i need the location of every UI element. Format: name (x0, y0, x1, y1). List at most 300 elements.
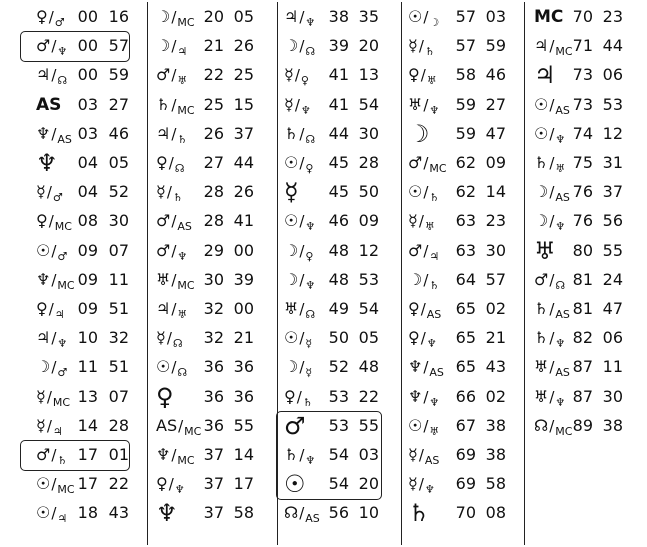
degrees-value: 18 (77, 503, 98, 523)
degrees-value: 48 (328, 269, 349, 289)
second-factor: ☊ (305, 45, 316, 59)
midpoint-symbol (534, 93, 570, 117)
first-factor: ☿ (284, 65, 294, 85)
first-factor: ☿ (36, 415, 46, 435)
minutes-value: 39 (233, 269, 254, 289)
slash: / (418, 475, 424, 494)
slash: / (168, 154, 174, 172)
minutes-value: 12 (602, 123, 623, 143)
second-factor: ♄ (57, 454, 68, 467)
degrees-value: 11 (77, 357, 98, 377)
slash: / (299, 504, 305, 523)
slash: / (51, 270, 57, 289)
second-factor: AS (57, 132, 72, 146)
degrees-value: 70 (572, 7, 593, 26)
degrees-value: 37 (203, 474, 224, 494)
second-factor: ♆ (555, 395, 566, 409)
minutes-value: 23 (485, 211, 506, 231)
slash: / (171, 241, 177, 260)
minutes-value: 36 (233, 357, 254, 377)
first-factor: ☽ (284, 240, 299, 260)
minutes-value: 11 (602, 357, 623, 377)
highlight-box (276, 411, 382, 501)
minutes-value: 37 (233, 123, 254, 143)
slash: / (46, 387, 52, 406)
first-factor: ☉ (36, 474, 51, 494)
second-factor: ♃ (54, 308, 65, 321)
second-factor: ♆ (300, 103, 311, 117)
second-factor: ♀ (300, 74, 309, 88)
midpoint-symbol (534, 122, 565, 146)
first-factor: ☿ (36, 182, 46, 202)
minutes-value: 21 (485, 328, 506, 348)
first-factor: ♄ (534, 328, 549, 348)
minutes-value: 53 (358, 269, 379, 289)
minutes-value: 03 (485, 7, 506, 26)
minutes-value: 47 (485, 123, 506, 143)
first-factor: ♂ (408, 153, 423, 172)
slash: / (549, 154, 555, 172)
minutes-value: 05 (233, 7, 254, 26)
minutes-value: 23 (602, 7, 623, 26)
minutes-value: 38 (485, 445, 506, 464)
slash: / (299, 124, 305, 143)
degrees-value: 17 (77, 445, 98, 464)
second-factor: ☊ (305, 132, 316, 146)
minutes-value: 30 (108, 211, 129, 231)
first-factor: ☿ (156, 182, 166, 202)
second-factor: MC (57, 483, 75, 497)
first-factor: ♀ (156, 153, 168, 172)
first-factor: ♆ (408, 357, 423, 377)
first-factor: ♃ (284, 7, 299, 26)
first-factor: ♃ (36, 328, 51, 348)
first-factor: ♀ (284, 386, 296, 406)
minutes-value: 14 (485, 182, 506, 202)
degrees-value: 69 (455, 474, 476, 494)
degrees-value: 41 (328, 65, 349, 85)
second-factor: ♆ (305, 220, 316, 234)
slash: / (299, 241, 305, 260)
degrees-value: 00 (77, 65, 98, 85)
minutes-value: 56 (602, 211, 623, 231)
slash: / (423, 8, 429, 26)
degrees-value: 57 (455, 36, 476, 56)
second-factor: AS (555, 103, 570, 117)
degrees-value: 87 (572, 357, 593, 377)
slash: / (294, 95, 300, 114)
second-factor: AS (426, 308, 442, 321)
first-factor: ♂ (36, 445, 51, 464)
degrees-value: 03 (77, 123, 98, 143)
first-factor: ♄ (156, 94, 171, 114)
degrees-value: 65 (455, 357, 476, 377)
second-factor: ♂ (54, 16, 65, 29)
minutes-value: 51 (108, 299, 129, 318)
minutes-value: 05 (358, 328, 379, 348)
second-factor: ♆ (57, 45, 68, 59)
first-factor: ☽ (156, 36, 171, 56)
slash: / (171, 95, 177, 114)
degrees-value: 76 (572, 182, 593, 202)
second-factor: ♂ (52, 191, 63, 205)
degrees-value: 69 (455, 445, 476, 464)
second-factor: MC (177, 16, 195, 29)
first-factor: ☿ (284, 94, 294, 114)
slash: / (423, 154, 429, 172)
midpoint-row (0, 355, 647, 379)
second-factor: MC (52, 395, 71, 409)
minutes-value: 55 (233, 415, 254, 435)
slash: / (46, 416, 52, 435)
first-factor: ♅ (284, 299, 299, 318)
first-factor: ♀ (408, 65, 420, 85)
degrees-value: 14 (77, 415, 98, 435)
second-factor: ♆ (429, 103, 440, 117)
degrees-value: 36 (203, 386, 224, 406)
degrees-value: 37 (203, 445, 224, 464)
midpoint-symbol: ☉ (284, 470, 306, 499)
midpoint-symbol: ♃ (534, 61, 556, 90)
slash: / (549, 212, 555, 231)
degrees-value: 82 (572, 328, 593, 348)
midpoint-symbol (534, 268, 565, 292)
midpoint-row (0, 5, 647, 29)
minutes-value: 06 (602, 65, 623, 85)
second-factor: ♆ (424, 483, 435, 497)
minutes-value: 08 (485, 503, 506, 523)
minutes-value: 30 (358, 123, 379, 143)
minutes-value: 57 (485, 269, 506, 289)
slash: / (299, 329, 305, 348)
first-factor: ♄ (284, 123, 299, 143)
degrees-value: 64 (455, 269, 476, 289)
slash: / (418, 212, 424, 231)
minutes-value: 58 (233, 503, 254, 523)
second-factor: AS (424, 454, 440, 467)
slash: / (418, 446, 424, 464)
slash: / (549, 416, 555, 435)
degrees-value: 22 (203, 65, 224, 85)
second-factor: ♃ (57, 512, 68, 526)
midpoint-symbol: ♂ (284, 411, 306, 440)
slash: / (423, 416, 429, 435)
second-factor: ♃ (177, 45, 188, 59)
slash: / (549, 95, 555, 114)
slash: / (549, 124, 555, 143)
degrees-value: 59 (455, 123, 476, 143)
minutes-value: 38 (485, 415, 506, 435)
first-factor: ☿ (408, 474, 418, 494)
slash: / (549, 300, 555, 318)
slash: / (423, 387, 429, 406)
minutes-value: 09 (358, 211, 379, 231)
minutes-value: 11 (108, 269, 129, 289)
minutes-value: 59 (485, 36, 506, 56)
degrees-value: 46 (328, 211, 349, 231)
degrees-value: 73 (572, 94, 593, 114)
first-factor: ☽ (284, 357, 299, 377)
degrees-value: 76 (572, 211, 593, 231)
midpoint-row (0, 326, 647, 350)
degrees-value: 28 (203, 182, 224, 202)
slash: / (171, 358, 177, 377)
minutes-value: 02 (485, 386, 506, 406)
degrees-value: 73 (572, 65, 593, 85)
first-factor: AS (156, 415, 178, 435)
slash: / (420, 300, 426, 318)
first-factor: ☽ (284, 36, 299, 56)
second-factor: ♅ (424, 220, 435, 234)
second-factor: MC (184, 424, 202, 438)
degrees-value: 65 (455, 328, 476, 348)
second-factor: AS (429, 366, 444, 380)
first-factor: ☉ (408, 415, 423, 435)
highlight-box (20, 440, 130, 471)
degrees-value: 45 (328, 182, 349, 202)
first-factor: ☽ (534, 211, 549, 231)
first-factor: ♄ (284, 445, 299, 464)
second-factor: ☽ (429, 16, 440, 29)
minutes-value: 53 (602, 94, 623, 114)
first-factor: ☊ (534, 415, 549, 435)
first-factor: ♀ (156, 474, 168, 494)
slash: / (171, 37, 177, 56)
minutes-value: 43 (485, 357, 506, 377)
second-factor: ☊ (172, 337, 183, 351)
midpoint-symbol: ♆ (156, 499, 178, 528)
minutes-value: 43 (108, 503, 129, 523)
second-factor: ☿ (305, 337, 313, 351)
midpoint-symbol (534, 326, 565, 350)
second-factor: ♆ (57, 337, 68, 351)
first-factor: ☽ (534, 182, 549, 202)
minutes-value: 35 (358, 7, 379, 26)
first-factor: ♀ (36, 211, 48, 231)
minutes-value: 52 (108, 182, 129, 202)
slash: / (48, 212, 54, 231)
first-factor: ♀ (408, 299, 420, 318)
highlight-box (20, 31, 130, 62)
slash: / (178, 416, 184, 435)
second-factor: ♄ (429, 191, 440, 205)
midpoint-symbol: ☿ (284, 178, 299, 207)
first-factor: ♅ (408, 94, 423, 114)
midpoint-row (0, 236, 647, 265)
slash: / (420, 66, 426, 85)
degrees-value: 09 (77, 240, 98, 260)
degrees-value: 80 (572, 240, 593, 260)
midpoint-symbol (534, 151, 565, 175)
degrees-value: 71 (572, 36, 593, 56)
slash: / (171, 270, 177, 289)
slash: / (423, 270, 429, 289)
slash: / (294, 66, 300, 85)
minutes-value: 27 (108, 94, 129, 114)
midpoint-symbol: ♄ (408, 499, 430, 528)
second-factor: ☊ (305, 308, 316, 321)
minutes-value: 46 (485, 65, 506, 85)
second-factor: ♆ (555, 337, 566, 351)
degrees-value: 57 (455, 7, 476, 26)
first-factor: ☉ (534, 123, 549, 143)
second-factor: MC (177, 454, 195, 467)
midpoint-row (0, 178, 647, 207)
minutes-value: 14 (233, 445, 254, 464)
degrees-value: 50 (328, 328, 349, 348)
first-factor: ☉ (36, 240, 51, 260)
degrees-value: 41 (328, 94, 349, 114)
degrees-value: 37 (203, 503, 224, 523)
minutes-value: 30 (485, 240, 506, 260)
second-factor: MC (54, 220, 72, 234)
first-factor: ☿ (408, 211, 418, 231)
minutes-value: 22 (358, 386, 379, 406)
degrees-value: 29 (203, 240, 224, 260)
slash: / (299, 300, 305, 318)
second-factor: MC (177, 278, 195, 292)
minutes-value: 13 (358, 65, 379, 85)
degrees-value: 63 (455, 211, 476, 231)
midpoint-symbol: AS (36, 94, 62, 115)
second-factor: ☊ (57, 74, 68, 88)
minutes-value: 01 (108, 445, 129, 464)
midpoint-row (0, 61, 647, 90)
minutes-value: 07 (108, 240, 129, 260)
slash: / (549, 270, 555, 289)
degrees-value: 87 (572, 386, 593, 406)
first-factor: ♅ (534, 386, 549, 406)
degrees-value: 66 (455, 386, 476, 406)
degrees-value: 36 (203, 357, 224, 377)
minutes-value: 07 (108, 386, 129, 406)
first-factor: ♃ (156, 299, 171, 318)
minutes-value: 44 (233, 153, 254, 172)
slash: / (299, 8, 305, 26)
first-factor: ☽ (284, 269, 299, 289)
second-factor: ♄ (172, 191, 183, 205)
minutes-value: 28 (358, 153, 379, 172)
slash: / (48, 300, 54, 318)
second-factor: AS (555, 308, 570, 321)
degrees-value: 54 (328, 445, 349, 464)
minutes-value: 00 (233, 299, 254, 318)
degrees-value: 39 (328, 36, 349, 56)
first-factor: ♀ (36, 299, 48, 318)
first-factor: ☉ (534, 94, 549, 114)
degrees-value: 67 (455, 415, 476, 435)
minutes-value: 15 (233, 94, 254, 114)
minutes-value: 28 (108, 415, 129, 435)
degrees-value: 13 (77, 386, 98, 406)
minutes-value: 37 (602, 182, 623, 202)
first-factor: ☉ (408, 182, 423, 202)
first-factor: ♆ (408, 386, 423, 406)
first-factor: ♆ (36, 123, 51, 143)
minutes-value: 06 (602, 328, 623, 348)
second-factor: ♀ (305, 162, 314, 175)
midpoint-symbol: ☽ (408, 119, 430, 148)
second-factor: ♄ (302, 395, 313, 409)
first-factor: ♂ (156, 65, 171, 85)
degrees-value: 03 (77, 94, 98, 114)
first-factor: ♂ (36, 36, 51, 56)
degrees-value: 81 (572, 299, 593, 318)
minutes-value: 22 (108, 474, 129, 494)
second-factor: ♆ (555, 132, 566, 146)
first-factor: ☉ (284, 153, 299, 172)
minutes-value: 44 (602, 36, 623, 56)
slash: / (299, 446, 305, 464)
minutes-value: 32 (108, 328, 129, 348)
second-factor: MC (57, 278, 75, 292)
degrees-value: 59 (455, 94, 476, 114)
first-factor: ♀ (36, 7, 48, 26)
minutes-value: 26 (233, 182, 254, 202)
minutes-value: 31 (602, 153, 623, 172)
minutes-value: 20 (358, 474, 379, 494)
second-factor: ♅ (426, 74, 437, 88)
minutes-value: 02 (485, 299, 506, 318)
second-factor: ☿ (305, 366, 313, 380)
degrees-value: 04 (77, 153, 98, 172)
first-factor: ♆ (36, 269, 51, 289)
first-factor: ♄ (534, 299, 549, 318)
slash: / (51, 446, 57, 464)
degrees-value: 00 (77, 36, 98, 56)
minutes-value: 24 (602, 269, 623, 289)
second-factor: MC (177, 103, 195, 117)
degrees-value: 89 (572, 415, 593, 435)
first-factor: ☊ (284, 503, 299, 523)
slash: / (549, 387, 555, 406)
slash: / (166, 183, 172, 202)
midpoint-row (0, 119, 647, 148)
degrees-value: 45 (328, 153, 349, 172)
minutes-value: 48 (358, 357, 379, 377)
slash: / (299, 154, 305, 172)
slash: / (423, 358, 429, 377)
midpoint-row (0, 297, 647, 321)
minutes-value: 46 (108, 123, 129, 143)
slash: / (171, 8, 177, 26)
second-factor: ♅ (177, 74, 188, 88)
slash: / (171, 124, 177, 143)
second-factor: ♄ (429, 278, 440, 292)
slash: / (166, 329, 172, 348)
minutes-value: 47 (602, 299, 623, 318)
midpoint-symbol (534, 385, 565, 409)
first-factor: ☽ (156, 7, 171, 26)
minutes-value: 38 (602, 415, 623, 435)
first-factor: ☿ (408, 36, 418, 56)
degrees-value: 63 (455, 240, 476, 260)
first-factor: ♂ (156, 211, 171, 231)
second-factor: ☊ (174, 162, 185, 175)
first-factor: ♂ (156, 240, 171, 260)
minutes-value: 41 (233, 211, 254, 231)
minutes-value: 51 (108, 357, 129, 377)
midpoint-symbol: MC (534, 7, 564, 27)
minutes-value: 21 (233, 328, 254, 348)
second-factor: ♅ (177, 308, 188, 321)
second-factor: ☊ (555, 278, 566, 292)
degrees-value: 62 (455, 182, 476, 202)
minutes-value: 09 (485, 153, 506, 172)
second-factor: ♆ (305, 454, 316, 467)
midpoint-row (0, 151, 647, 175)
second-factor: ♅ (555, 162, 566, 175)
